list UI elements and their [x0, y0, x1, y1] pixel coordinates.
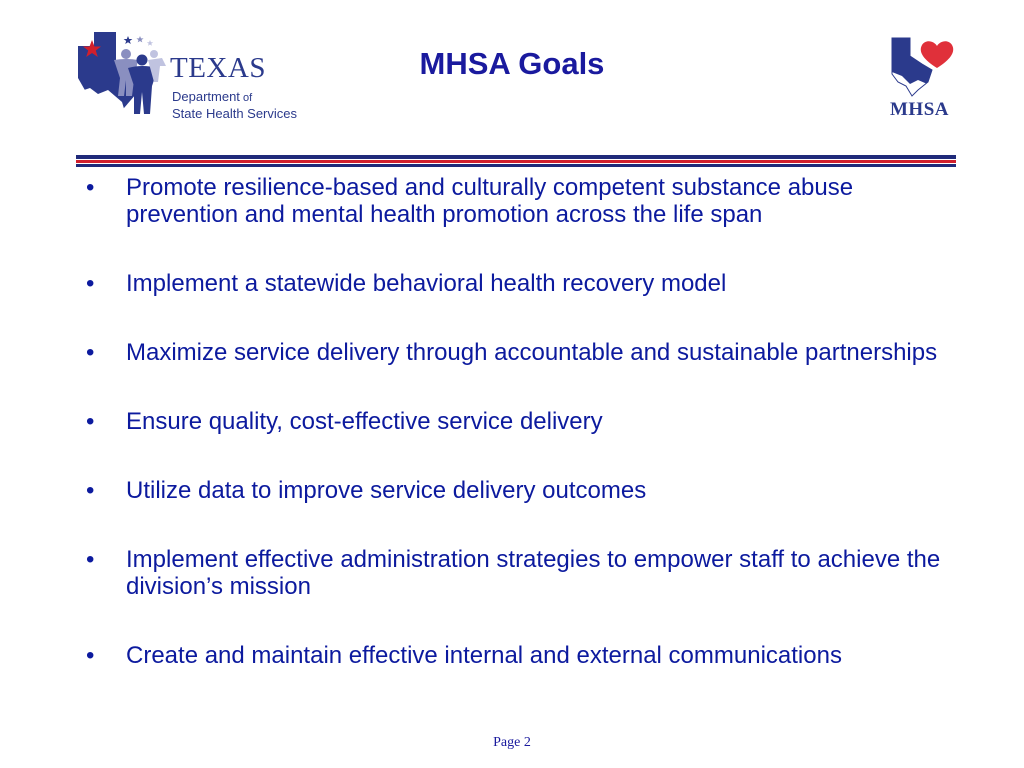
goal-text: Maximize service delivery through accountable and sustainable partnerships: [126, 339, 938, 366]
goal-text: Ensure quality, cost-effective service delivery: [126, 408, 603, 435]
bullet: •: [86, 546, 95, 573]
bullet: •: [86, 477, 95, 504]
bullet: •: [86, 408, 95, 435]
goal-text: Create and maintain effective internal and external communications: [126, 642, 842, 669]
texas-heart-icon: [888, 34, 958, 98]
goal-item: [84, 174, 954, 228]
goal-text: Utilize data to improve service delivery outcomes: [126, 477, 647, 504]
department-label: Department: [172, 89, 240, 104]
goal-item: [84, 339, 954, 366]
goal-item: [84, 642, 954, 669]
header-stripe-navy-bottom: [76, 164, 956, 167]
bullet: •: [86, 642, 95, 669]
goals-list: [84, 174, 954, 669]
mhsa-wordmark: MHSA: [890, 99, 949, 120]
goal-item: [84, 477, 954, 504]
header-stripe-red: [76, 160, 956, 163]
department-name: [172, 89, 297, 121]
bullet: •: [86, 270, 95, 297]
header-stripe-navy-top: [76, 155, 956, 159]
goal-item: [84, 408, 954, 435]
page-number: Page 2: [493, 735, 531, 750]
slide-title: MHSA Goals: [419, 46, 605, 81]
goal-text: Implement effective administration strategies to empower staff to achieve the division’s mission: [126, 546, 941, 600]
goal-text: Implement a statewide behavioral health recovery model: [126, 270, 727, 297]
goal-text: Promote resilience-based and culturally competent substance abuse prevention and mental health promotion across the life span: [126, 174, 854, 228]
mhsa-logo: [888, 34, 958, 124]
state-health-services-label: State Health Services: [172, 106, 298, 121]
bullet: •: [86, 174, 95, 201]
bullet: •: [86, 339, 95, 366]
goal-item: [84, 270, 954, 297]
goal-item: [84, 546, 954, 600]
texas-wordmark: TEXAS: [170, 52, 266, 84]
department-of: of: [239, 92, 253, 104]
